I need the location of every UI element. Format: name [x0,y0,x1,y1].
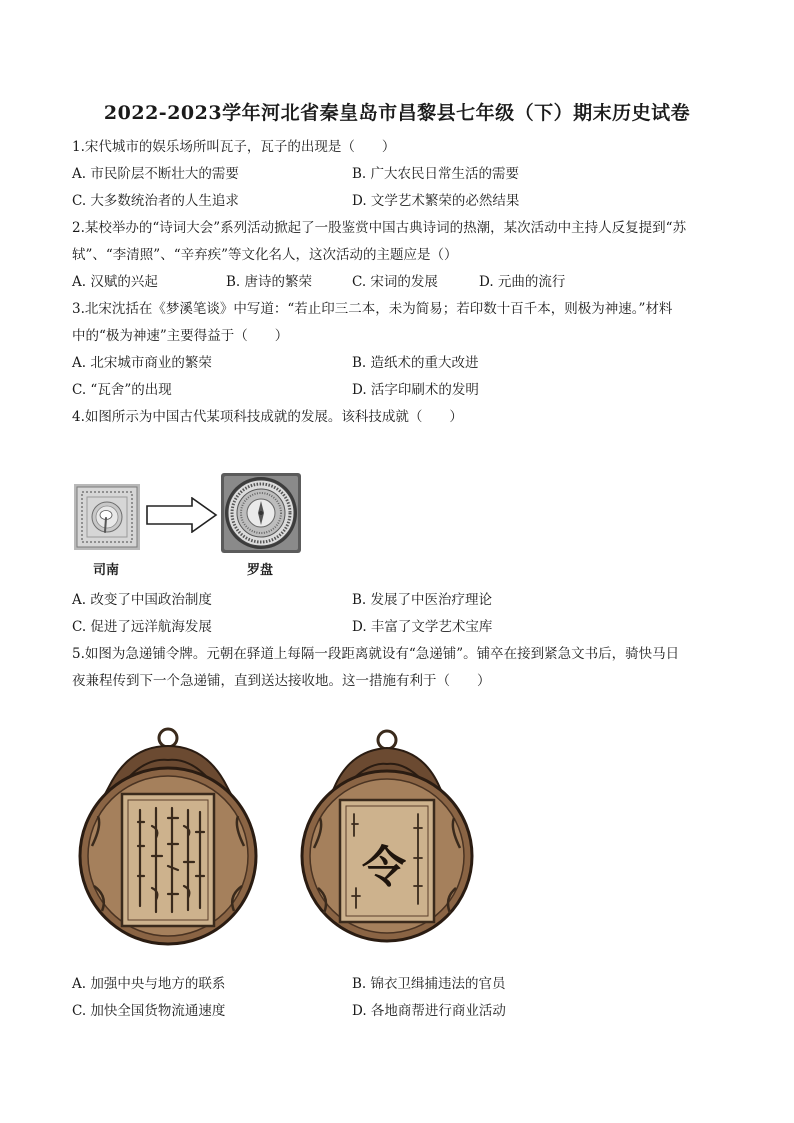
question-5-option-c[interactable]: C. 加快全国货物流通速度 [72,1003,226,1019]
question-2-option-a[interactable]: A. 汉赋的兴起 [72,274,158,290]
question-5-option-b[interactable]: B. 锦衣卫缉捕违法的官员 [352,976,506,992]
question-1-option-d[interactable]: D. 文学艺术繁荣的必然结果 [352,193,520,209]
question-4-stem: 4.如图所示为中国古代某项科技成就的发展。该科技成就（ ） [72,409,463,425]
page-title: 2022-2023学年河北省秦皇岛市昌黎县七年级（下）期末历史试卷 [103,102,691,124]
question-4-option-b[interactable]: B. 发展了中医治疗理论 [352,592,493,608]
question-3-option-c[interactable]: C. “瓦舍”的出现 [72,382,172,398]
token-character: 令 [362,842,406,893]
question-2-option-c[interactable]: C. 宋词的发展 [352,274,438,290]
question-4-option-c[interactable]: C. 促进了远洋航海发展 [72,619,212,635]
question-5-option-d[interactable]: D. 各地商帮进行商业活动 [352,1003,506,1019]
question-2-stem-line-1: 2.某校举办的“诗词大会”系列活动掀起了一股鉴赏中国古典诗词的热潮，某次活动中主持人反复提到“苏 [72,220,687,236]
luopan-compass-image [221,473,301,553]
question-3-option-b[interactable]: B. 造纸术的重大改进 [352,355,479,371]
question-2-option-d[interactable]: D. 元曲的流行 [479,274,566,290]
question-5-stem-line-2: 夜兼程传到下一个急递铺，直到送达接收地。这一措施有利于（ ） [72,673,491,689]
question-3-option-d[interactable]: D. 活字印刷术的发明 [352,382,479,398]
question-2-stem-line-2: 轼”、“李清照”、“辛弃疾”等文化名人，这次活动的主题应是（） [72,247,458,263]
question-1-stem: 1.宋代城市的娱乐场所叫瓦子，瓦子的出现是（ ） [72,139,396,155]
question-1-option-b[interactable]: B. 广大农民日常生活的需要 [352,166,520,182]
sinan-caption: 司南 [93,563,120,578]
sinan-image [74,484,140,550]
question-4-option-a[interactable]: A. 改变了中国政治制度 [72,592,212,608]
question-5-stem-line-1: 5.如图为急递铺令牌。元朝在驿道上每隔一段距离就设有“急递铺”。铺卒在接到紧急文书后，骑快马日 [72,646,680,662]
question-3-option-a[interactable]: A. 北宋城市商业的繁荣 [72,355,212,371]
question-3-stem-line-1: 3.北宋沈括在《梦溪笔谈》中写道：“若止印三二本，未为简易；若印数十百千本，则极为神速。”材料 [72,301,673,317]
question-4-option-d[interactable]: D. 丰富了文学艺术宝库 [352,619,493,635]
question-3-stem-line-2: 中的“极为神速”主要得益于（ ） [72,328,289,344]
courier-token-back-image [296,728,478,944]
luopan-caption: 罗盘 [247,563,274,578]
question-1-option-c[interactable]: C. 大多数统治者的人生追求 [72,193,239,209]
question-5-option-a[interactable]: A. 加强中央与地方的联系 [72,976,226,992]
courier-token-front-image [72,726,264,948]
arrow-right-icon [146,497,218,533]
question-1-option-a[interactable]: A. 市民阶层不断壮大的需要 [72,166,239,182]
question-2-option-b[interactable]: B. 唐诗的繁荣 [226,274,313,290]
